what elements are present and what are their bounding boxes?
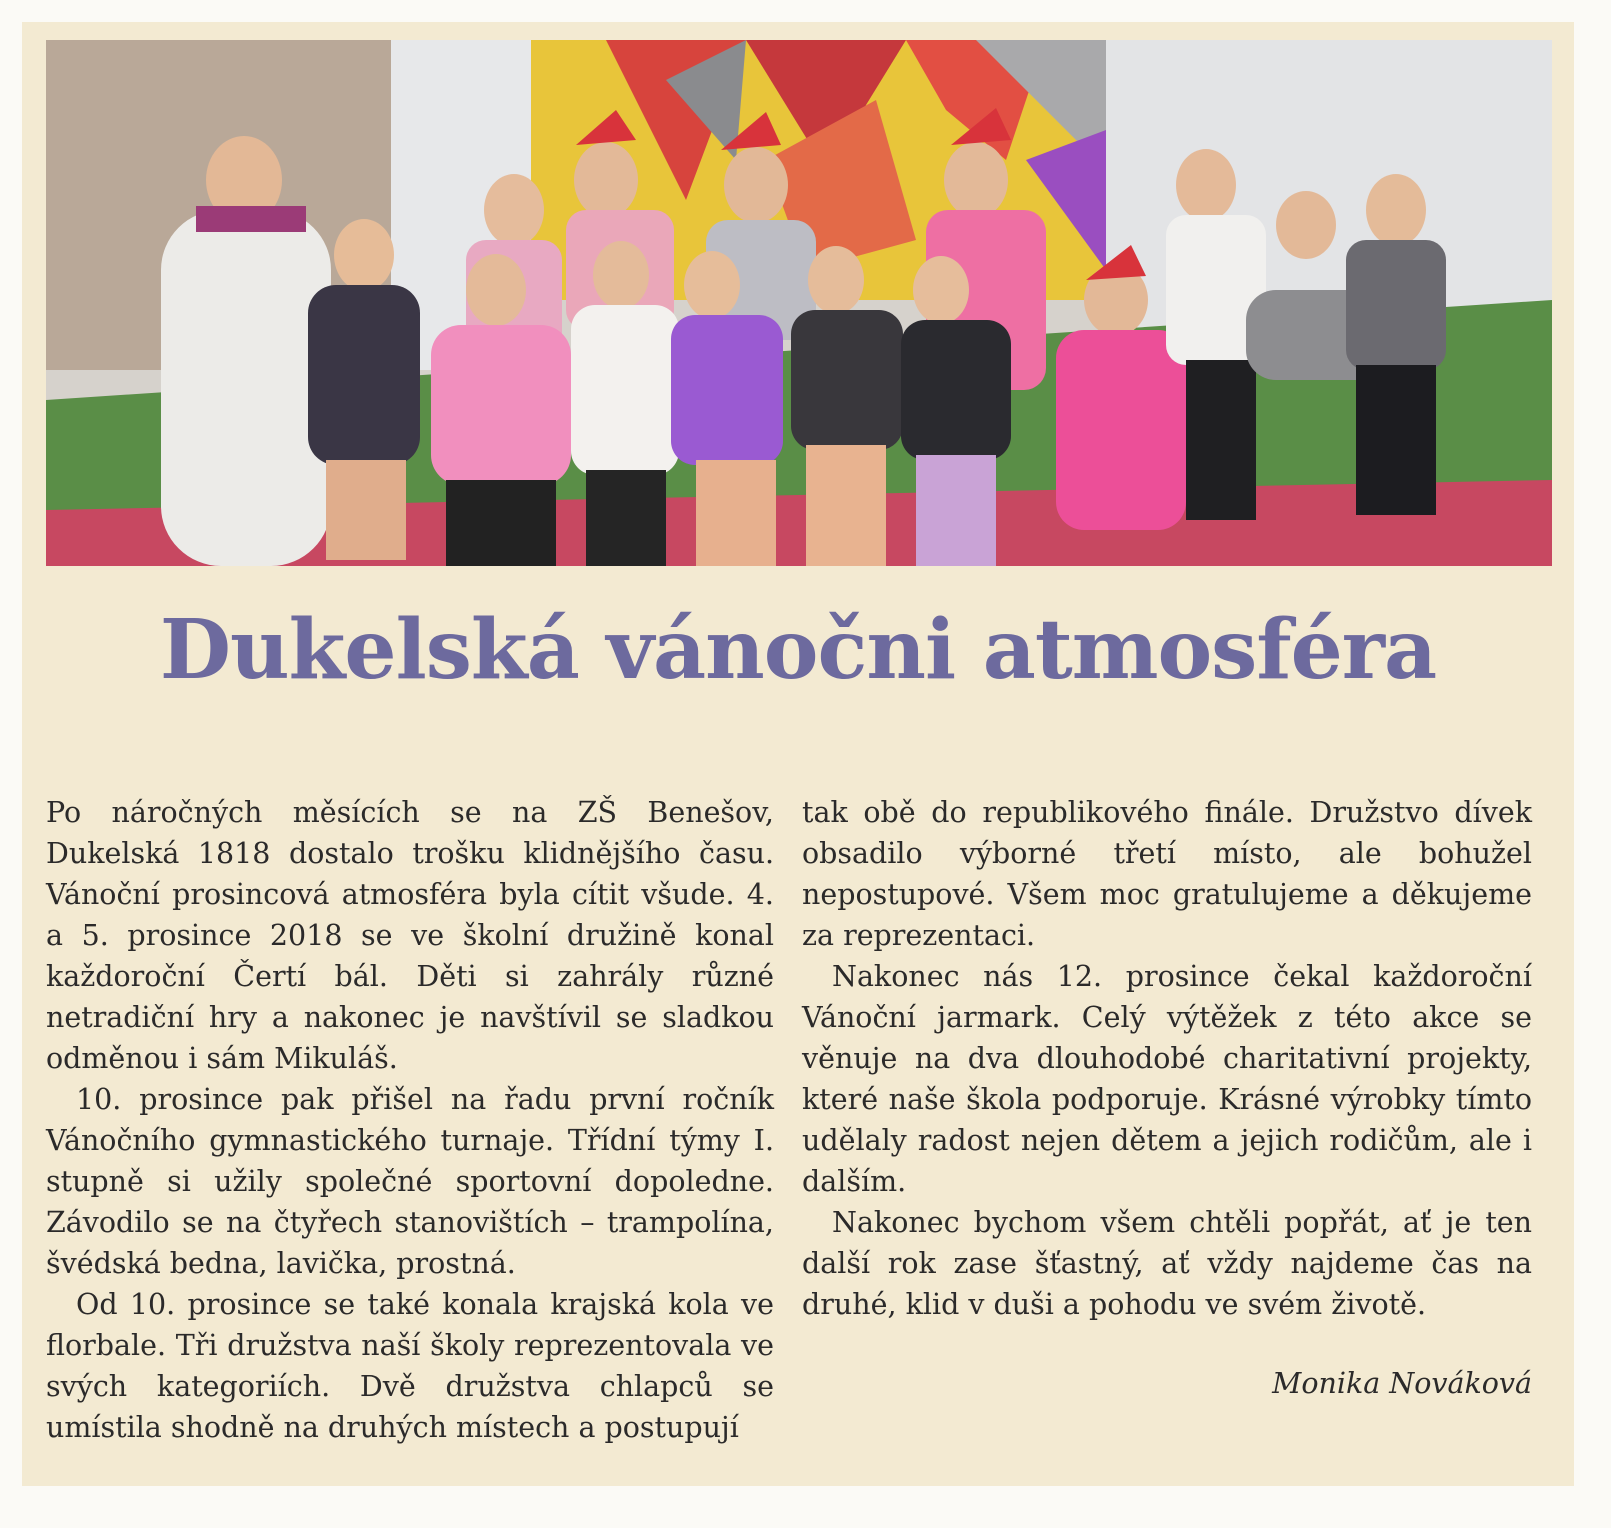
paragraph: Od 10. prosince se také konala krajská kola ve florbale. Tři družstva naší školy reprezentovala ve svých kategoriích. Dvě družstva chlapců se umístila shodně na druhých místech a postupují — [46, 1288, 774, 1444]
newspaper-page — [22, 22, 1574, 1486]
article-column-left — [46, 792, 774, 1448]
photo-group-of-children — [46, 40, 1552, 566]
paragraph: 10. prosince pak přišel na řadu první ročník Vánočního gymnastického turnaje. Třídní týmy I. stupně si užily společné sportovní dopoledne. Závodilo se na čtyřech stanovištích – trampolína, švédská bedna, lavička, prostná. — [46, 1083, 774, 1280]
paragraph: Po náročných měsících se na ZŠ Benešov, Dukelská 1818 dostalo trošku klidnějšího času. Vánoční prosincová atmosféra byla cítit všude. 4. a 5. prosince 2018 se ve školní družině konal každoroční Čertí bál. Děti si zahrály různé netradiční hry a nakonec je navštívil se sladkou odměnou i sám Mikuláš. — [46, 796, 774, 1075]
article-column-right — [802, 792, 1532, 1404]
article-headline: Dukelská vánočni atmosféra — [159, 602, 1437, 698]
paragraph: Nakonec nás 12. prosince čekal každoroční Vánoční jarmark. Celý výtěžek z této akce se věnuje na dva dlouhodobé charitativní projekty, které naše škola podporuje. Krásné výrobky tímto udělaly radost nejen dětem a jejich rodičům, ale i dalším. — [802, 960, 1532, 1198]
article-photo — [46, 40, 1552, 566]
paragraph: Nakonec bychom všem chtěli popřát, ať je ten další rok zase šťastný, ať vždy najdeme čas na druhé, klid v duši a pohodu ve svém životě. — [802, 1206, 1532, 1321]
article-author: Monika Nováková — [1272, 1367, 1532, 1400]
paragraph: tak obě do republikového finále. Družstvo dívek obsadilo výborné třetí místo, ale bohužel nepostupové. Všem moc gratulujeme a děkujeme za reprezentaci. — [802, 796, 1532, 952]
